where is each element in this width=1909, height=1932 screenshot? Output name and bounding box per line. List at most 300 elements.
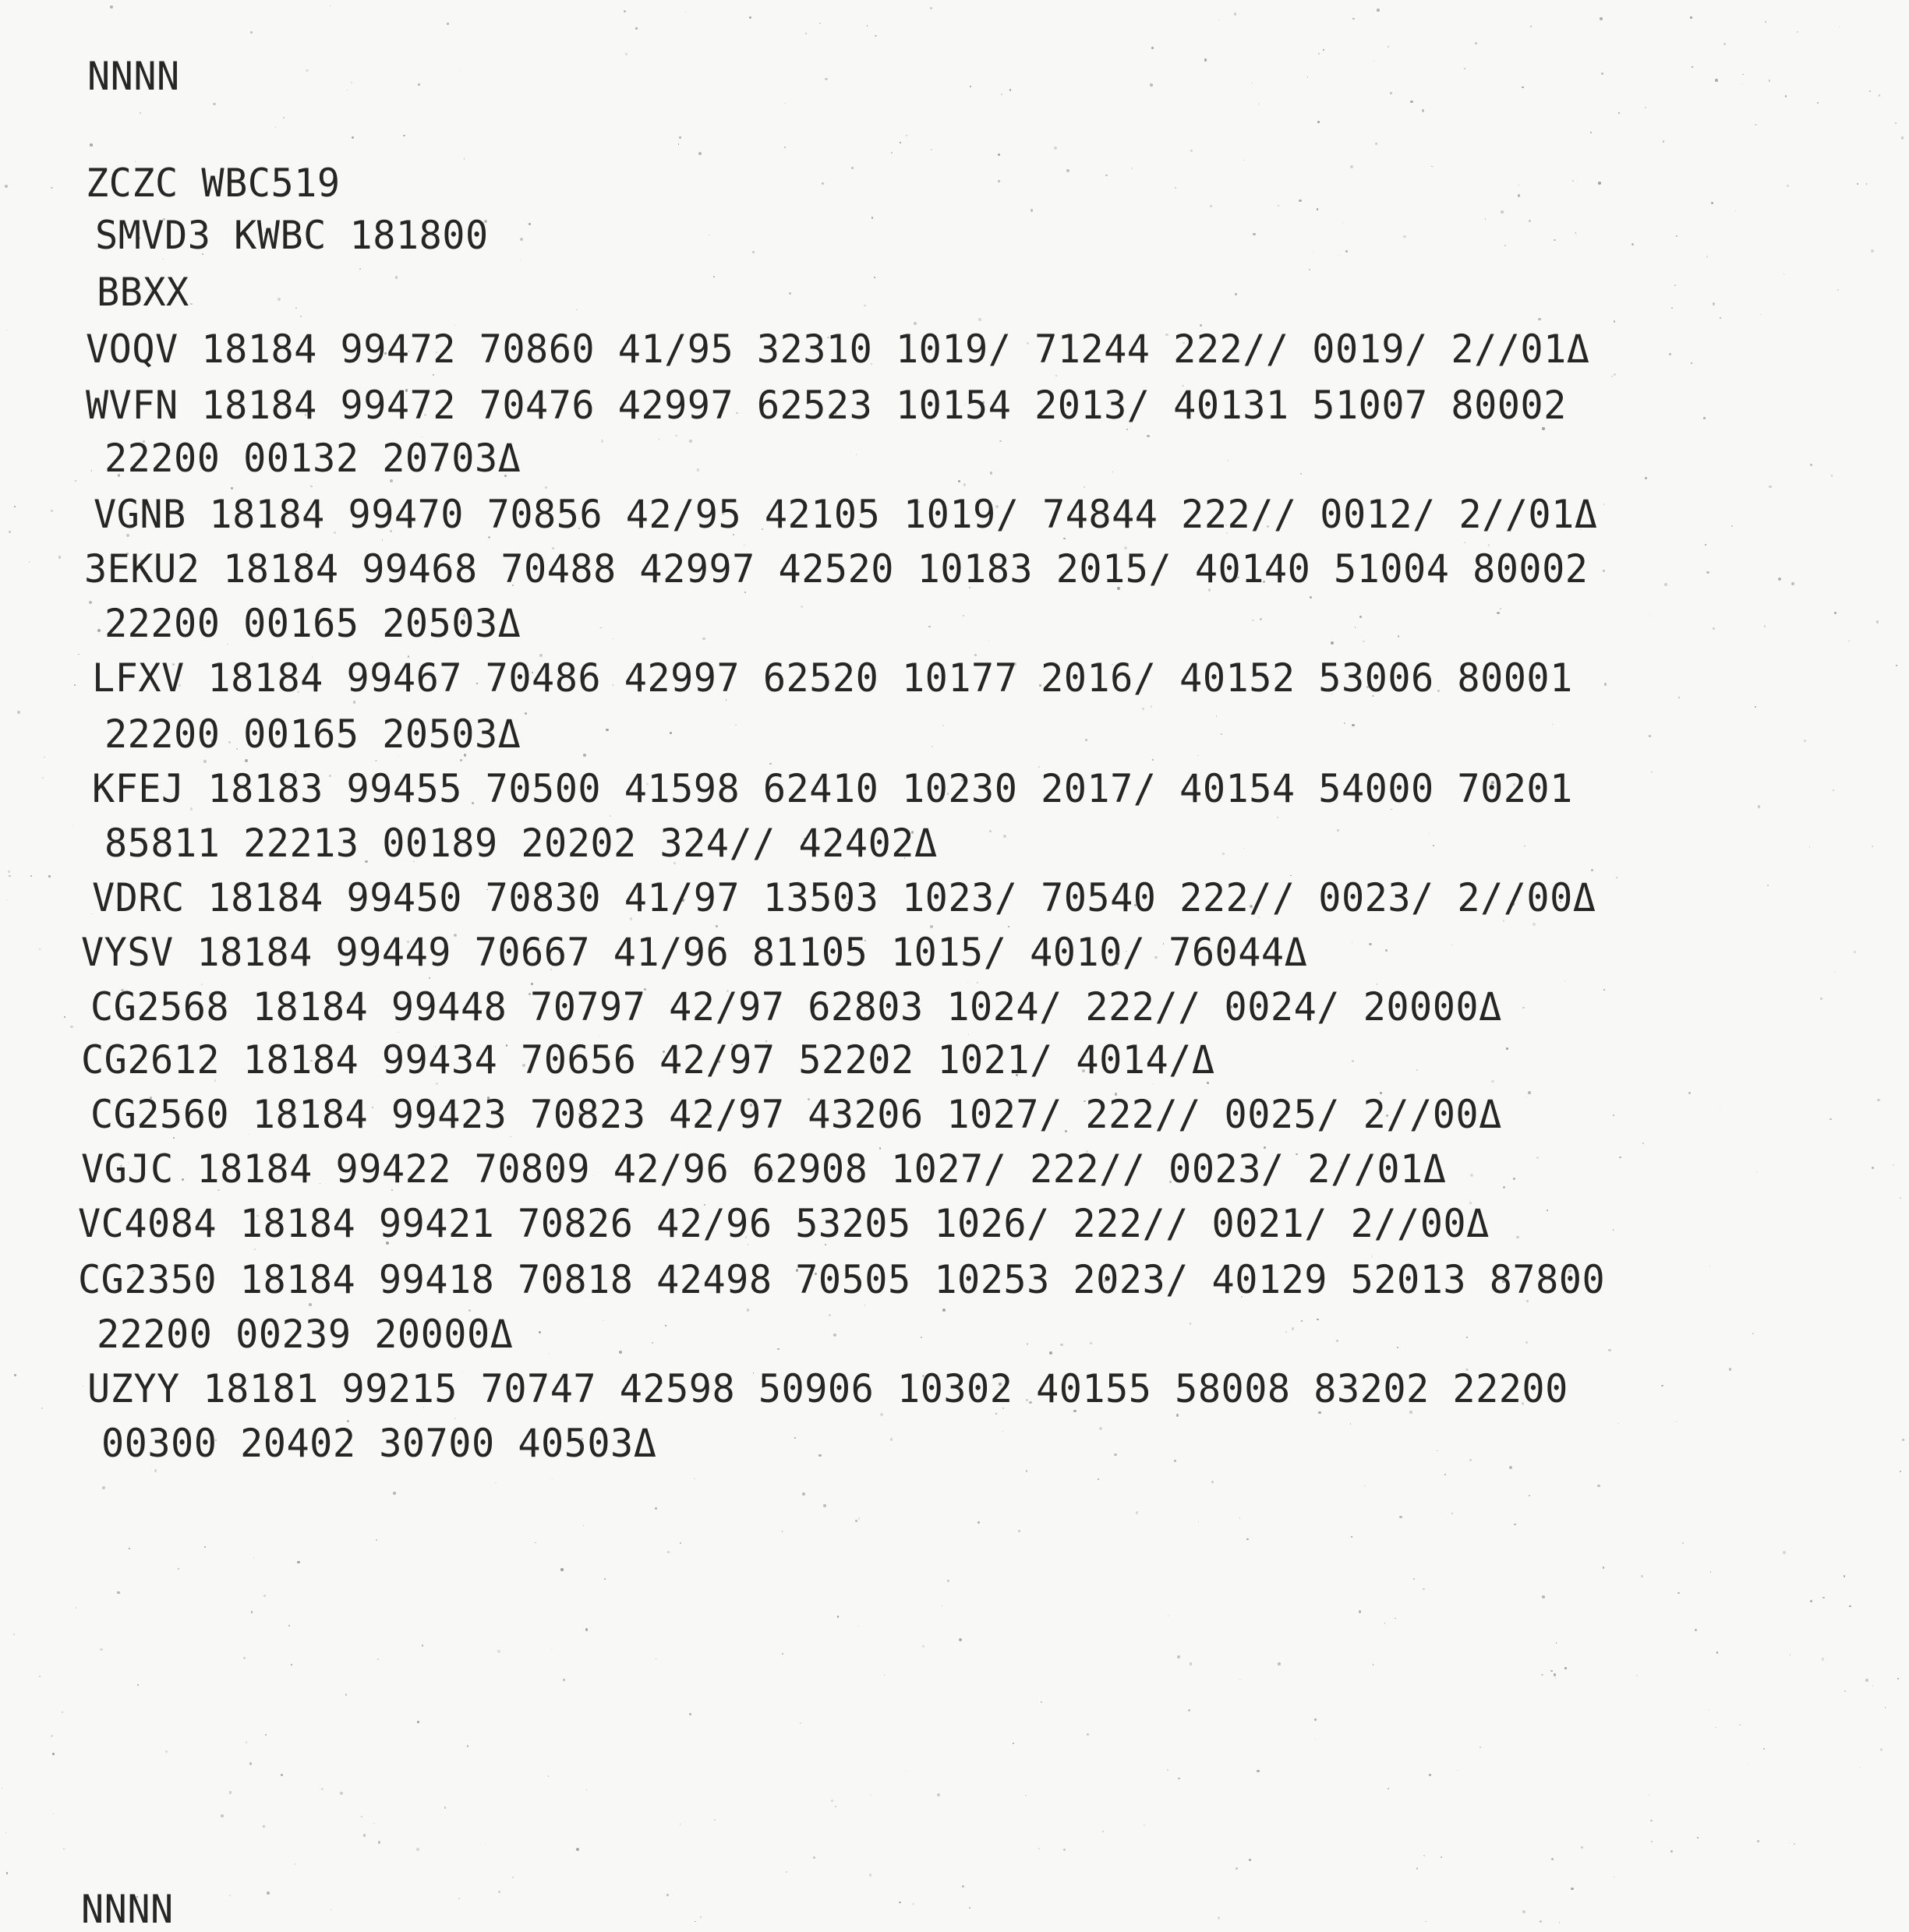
paper-speck <box>890 1438 893 1441</box>
paper-speck <box>1197 755 1199 757</box>
paper-speck <box>1757 1840 1759 1842</box>
paper-speck <box>361 1816 363 1818</box>
paper-speck <box>1755 706 1756 708</box>
paper-speck <box>1865 1679 1868 1682</box>
paper-speck <box>1822 1597 1824 1598</box>
paper-speck <box>1318 53 1320 55</box>
ship-report-line: VDRC 18184 99450 70830 41/97 13503 1023/ 70540 222// 0023/ 2//00Δ <box>92 875 1596 920</box>
paper-speck <box>552 1479 553 1480</box>
paper-speck <box>700 1916 702 1918</box>
paper-speck <box>340 1792 343 1795</box>
paper-speck <box>1236 1867 1238 1870</box>
paper-speck <box>1055 375 1057 376</box>
paper-speck <box>921 1337 922 1338</box>
paper-speck <box>1611 376 1613 377</box>
paper-speck <box>1210 205 1212 207</box>
paper-speck <box>1352 1060 1354 1062</box>
paper-speck <box>1257 1770 1259 1772</box>
paper-speck <box>76 1607 77 1609</box>
paper-speck <box>363 1834 366 1836</box>
paper-speck <box>8 871 10 873</box>
paper-speck <box>784 147 786 148</box>
paper-speck <box>1375 143 1377 145</box>
paper-speck <box>165 1750 168 1753</box>
paper-speck <box>1715 1727 1716 1729</box>
paper-speck <box>1491 1080 1494 1083</box>
paper-speck <box>875 35 876 37</box>
paper-speck <box>243 1657 246 1659</box>
paper-speck <box>1559 1922 1560 1923</box>
paper-speck <box>947 1580 949 1582</box>
paper-speck <box>310 486 312 487</box>
paper-speck <box>1416 1867 1418 1869</box>
paper-speck <box>1729 1368 1732 1371</box>
paper-speck <box>63 1849 65 1850</box>
paper-speck <box>1735 210 1736 211</box>
paper-speck <box>1221 733 1222 735</box>
paper-speck <box>1760 314 1761 315</box>
paper-speck <box>1871 249 1874 253</box>
paper-speck <box>1323 49 1324 51</box>
paper-speck <box>265 1734 267 1736</box>
paper-speck <box>1564 1667 1567 1669</box>
ship-report-line: KFEJ 18183 99455 70500 41598 62410 10230 2017/ 40154 54000 70201 <box>92 766 1573 811</box>
paper-speck <box>1834 972 1836 973</box>
paper-speck <box>90 143 93 147</box>
paper-speck <box>1713 627 1715 630</box>
paper-speck <box>467 1745 468 1747</box>
paper-speck <box>1900 1197 1901 1199</box>
paper-speck <box>1765 21 1766 23</box>
paper-speck <box>1152 759 1154 761</box>
paper-speck <box>1682 1542 1684 1544</box>
paper-speck <box>1175 187 1177 189</box>
paper-speck <box>1529 1495 1530 1496</box>
paper-speck <box>619 1351 622 1354</box>
ship-report-continuation-line: 22200 00165 20503Δ <box>104 601 521 646</box>
paper-speck <box>1464 542 1465 543</box>
paper-speck <box>1676 1421 1677 1422</box>
paper-speck <box>1748 1764 1749 1765</box>
paper-speck <box>1785 95 1787 97</box>
paper-speck <box>670 732 672 734</box>
paper-speck <box>459 70 460 71</box>
paper-speck <box>1363 641 1365 643</box>
paper-speck <box>1833 789 1834 791</box>
paper-speck <box>1485 218 1487 220</box>
paper-speck <box>70 1026 73 1029</box>
paper-speck <box>295 307 297 309</box>
paper-speck <box>819 23 821 24</box>
paper-speck <box>1038 1848 1040 1849</box>
paper-speck <box>1475 42 1477 44</box>
paper-speck <box>345 1694 348 1696</box>
paper-speck <box>1902 1439 1904 1441</box>
paper-speck <box>1218 19 1219 20</box>
paper-speck <box>880 1413 883 1416</box>
paper-speck <box>1866 183 1868 185</box>
paper-speck <box>1525 1341 1528 1344</box>
paper-speck <box>1501 210 1504 214</box>
paper-speck <box>1359 616 1362 618</box>
paper-speck <box>716 925 718 927</box>
paper-speck <box>9 875 10 877</box>
paper-speck <box>75 480 76 482</box>
paper-speck <box>1457 1770 1458 1771</box>
paper-speck <box>42 777 44 779</box>
paper-speck <box>1437 1450 1438 1452</box>
paper-speck <box>1344 722 1345 724</box>
paper-speck <box>100 1648 103 1651</box>
paper-speck <box>58 556 61 558</box>
paper-speck <box>1651 1841 1653 1843</box>
paper-speck <box>930 925 933 928</box>
paper-speck <box>667 1551 669 1552</box>
paper-speck <box>1147 435 1150 438</box>
paper-speck <box>1880 1748 1883 1751</box>
paper-speck <box>913 1903 914 1904</box>
paper-speck <box>52 1753 55 1755</box>
paper-speck <box>1642 1143 1645 1145</box>
paper-speck <box>1614 1877 1615 1878</box>
paper-speck <box>1377 9 1380 12</box>
paper-speck <box>1178 1778 1179 1779</box>
paper-speck <box>89 601 92 604</box>
paper-speck <box>1603 503 1604 504</box>
paper-speck <box>1049 1351 1052 1355</box>
paper-speck <box>752 251 755 253</box>
paper-speck <box>297 1561 299 1563</box>
paper-speck <box>1373 1664 1374 1665</box>
paper-speck <box>1755 124 1756 125</box>
paper-speck <box>1674 284 1676 286</box>
paper-speck <box>747 1309 749 1311</box>
paper-speck <box>1002 1431 1004 1432</box>
paper-speck <box>1713 302 1716 306</box>
paper-speck <box>281 1774 283 1776</box>
paper-speck <box>245 759 248 762</box>
ship-report-line: WVFN 18184 99472 70476 42997 62523 10154 2013/ 40131 51007 80002 <box>86 383 1567 428</box>
paper-speck <box>1541 1674 1543 1676</box>
paper-speck <box>330 5 331 6</box>
paper-speck <box>1198 1521 1199 1522</box>
paper-speck <box>1352 724 1355 727</box>
paper-speck <box>1317 1319 1318 1320</box>
paper-speck <box>1885 1707 1886 1708</box>
paper-speck <box>1529 220 1531 222</box>
paper-speck <box>1778 577 1781 581</box>
paper-speck <box>14 506 16 507</box>
paper-speck <box>1222 853 1225 855</box>
paper-speck <box>1244 160 1245 161</box>
paper-speck <box>1422 109 1425 112</box>
paper-speck <box>1003 835 1006 838</box>
ship-report-line: CG2568 18184 99448 70797 42/97 62803 1024/ 222// 0024/ 20000Δ <box>90 984 1502 1030</box>
header-separator: NNNN <box>87 54 180 99</box>
paper-speck <box>600 627 601 628</box>
paper-speck <box>1876 620 1879 623</box>
paper-speck <box>1613 1229 1614 1230</box>
paper-speck <box>1650 1820 1653 1822</box>
paper-speck <box>1309 269 1310 270</box>
paper-speck <box>1538 318 1540 320</box>
paper-speck <box>969 1907 970 1909</box>
paper-speck <box>829 1314 831 1316</box>
paper-speck <box>498 1891 500 1893</box>
paper-speck <box>213 103 215 105</box>
paper-speck <box>359 268 360 269</box>
paper-speck <box>520 238 523 241</box>
paper-speck <box>867 25 868 26</box>
paper-speck <box>1758 805 1760 807</box>
paper-speck <box>1470 1174 1473 1177</box>
paper-speck <box>1844 1690 1846 1692</box>
paper-speck <box>1551 1858 1554 1860</box>
paper-speck <box>869 1874 872 1877</box>
ship-report-line: VYSV 18184 99449 70667 41/96 81105 1015/ 4010/ 76044Δ <box>81 930 1308 975</box>
paper-speck <box>1260 618 1262 620</box>
paper-speck <box>1506 1047 1508 1050</box>
paper-speck <box>1742 74 1744 76</box>
paper-speck <box>1190 1323 1192 1325</box>
paper-speck <box>1641 1575 1643 1577</box>
paper-speck <box>1688 1092 1691 1094</box>
paper-speck <box>422 1644 424 1647</box>
paper-speck <box>48 875 51 878</box>
paper-speck <box>300 316 302 317</box>
paper-speck <box>1239 1517 1240 1518</box>
paper-speck <box>1869 90 1871 92</box>
paper-speck <box>1590 132 1592 133</box>
paper-speck <box>1581 1846 1583 1849</box>
paper-speck <box>1431 166 1433 168</box>
paper-speck <box>1466 1337 1469 1339</box>
paper-speck <box>1307 76 1309 78</box>
paper-speck <box>1591 869 1593 871</box>
paper-speck <box>1614 373 1616 376</box>
paper-speck <box>802 1492 805 1496</box>
paper-speck <box>963 483 967 486</box>
paper-speck <box>1317 208 1319 210</box>
paper-speck <box>525 712 527 715</box>
paper-speck <box>1027 1343 1028 1344</box>
paper-speck <box>1313 253 1315 254</box>
paper-speck <box>1144 1824 1145 1826</box>
paper-speck <box>1897 1678 1900 1680</box>
paper-speck <box>1783 1551 1786 1554</box>
paper-speck <box>801 606 804 609</box>
paper-speck <box>1063 538 1065 539</box>
paper-speck <box>1716 1651 1718 1653</box>
ship-report-line: CG2612 18184 99434 70656 42/97 52202 1021/ 4014/Δ <box>81 1037 1215 1083</box>
paper-speck <box>666 1894 669 1896</box>
paper-speck <box>702 638 705 641</box>
paper-speck <box>1136 1511 1139 1514</box>
paper-speck <box>551 1648 552 1649</box>
paper-speck <box>376 1539 377 1541</box>
paper-speck <box>1444 1474 1446 1475</box>
paper-speck <box>1314 1739 1315 1740</box>
paper-speck <box>1174 1460 1176 1462</box>
paper-speck <box>665 1325 666 1326</box>
paper-speck <box>1211 1481 1214 1483</box>
paper-speck <box>1234 12 1237 16</box>
paper-speck <box>204 1546 205 1547</box>
paper-speck <box>871 217 873 218</box>
paper-speck <box>782 1531 783 1532</box>
paper-speck <box>1572 180 1574 182</box>
paper-speck <box>1723 43 1727 46</box>
paper-speck <box>968 1034 969 1035</box>
paper-speck <box>1390 92 1392 94</box>
paper-speck <box>129 1548 130 1549</box>
paper-speck <box>1854 951 1856 953</box>
paper-speck <box>851 167 854 169</box>
paper-speck <box>283 117 285 118</box>
paper-speck <box>822 182 824 185</box>
paper-speck <box>942 725 944 726</box>
paper-speck <box>1009 89 1011 90</box>
paper-speck <box>864 305 866 307</box>
paper-speck <box>495 1482 497 1484</box>
paper-speck <box>1041 1701 1042 1703</box>
paper-speck <box>1810 1600 1812 1602</box>
paper-speck <box>1351 1536 1352 1538</box>
ship-report-line: 3EKU2 18184 99468 70488 42997 42520 10183 2015/ 40140 51004 80002 <box>84 546 1589 592</box>
paper-speck <box>6 899 7 900</box>
paper-speck <box>1151 705 1152 707</box>
paper-speck <box>1756 1171 1757 1172</box>
paper-speck <box>250 31 253 34</box>
paper-speck <box>586 1789 587 1790</box>
paper-speck <box>1300 473 1302 475</box>
paper-speck <box>1497 612 1499 614</box>
paper-speck <box>1661 1385 1663 1387</box>
paper-speck <box>685 12 687 13</box>
paper-speck <box>1706 256 1709 258</box>
paper-speck <box>1359 1610 1361 1612</box>
paper-speck <box>1277 817 1278 818</box>
paper-speck <box>1066 169 1069 172</box>
paper-speck <box>140 112 141 114</box>
ship-report-line: CG2350 18184 99418 70818 42498 70505 10253 2023/ 40129 52013 87800 <box>78 1257 1606 1302</box>
paper-speck <box>1645 107 1646 108</box>
paper-speck <box>1837 289 1840 291</box>
paper-speck <box>1425 1921 1426 1922</box>
paper-speck <box>899 1902 901 1904</box>
paper-speck <box>1817 102 1819 104</box>
paper-speck <box>1331 641 1334 645</box>
paper-speck <box>1533 923 1536 926</box>
paper-speck <box>110 5 113 9</box>
paper-speck <box>529 223 531 225</box>
paper-speck <box>460 759 462 761</box>
paper-speck <box>777 1348 780 1351</box>
paper-speck <box>1895 122 1896 123</box>
paper-speck <box>680 1542 681 1544</box>
paper-speck <box>928 626 931 628</box>
paper-speck <box>1503 1186 1505 1189</box>
paper-speck <box>321 1788 323 1790</box>
paper-speck <box>378 1841 381 1844</box>
paper-speck <box>288 1625 290 1626</box>
paper-speck <box>1613 1114 1614 1116</box>
paper-speck <box>1385 949 1388 952</box>
paper-speck <box>585 1628 589 1631</box>
paper-speck <box>1373 60 1374 61</box>
paper-speck <box>1697 1837 1699 1838</box>
paper-speck <box>786 1871 787 1873</box>
paper-speck <box>855 1520 858 1523</box>
paper-speck <box>14 1374 16 1376</box>
paper-speck <box>44 757 45 758</box>
paper-speck <box>1114 1453 1116 1456</box>
paper-speck <box>1664 583 1667 586</box>
paper-speck <box>1090 1342 1092 1344</box>
paper-speck <box>545 486 547 489</box>
paper-speck <box>377 1658 379 1660</box>
paper-speck <box>789 292 792 295</box>
paper-speck <box>229 1895 231 1896</box>
ship-report-line: VGNB 18184 99470 70856 42/95 42105 1019/ 74844 222// 0012/ 2//01Δ <box>94 492 1598 537</box>
paper-speck <box>246 1741 247 1743</box>
paper-speck <box>1810 464 1812 466</box>
paper-speck <box>1764 625 1766 627</box>
paper-speck <box>1711 202 1713 204</box>
paper-speck <box>375 760 377 762</box>
paper-speck <box>1619 1157 1621 1158</box>
paper-speck <box>1384 1623 1386 1624</box>
ship-report-line: LFXV 18184 99467 70486 42997 62520 10177 2016/ 40152 53006 80001 <box>92 655 1573 701</box>
paper-speck <box>1451 1513 1453 1514</box>
paper-speck <box>229 1791 232 1793</box>
paper-speck <box>990 472 993 475</box>
paper-speck <box>1705 544 1706 546</box>
paper-speck <box>351 82 353 84</box>
report-type-line: BBXX <box>97 270 189 315</box>
paper-speck <box>254 1249 256 1250</box>
paper-speck <box>837 1616 840 1618</box>
bulletin-start-line: ZCZC WBC519 <box>86 161 341 206</box>
paper-speck <box>97 629 101 632</box>
paper-speck <box>1604 683 1607 685</box>
paper-speck <box>942 1309 946 1312</box>
paper-speck <box>1285 1331 1287 1333</box>
paper-speck <box>398 1032 399 1033</box>
paper-speck <box>267 1891 270 1895</box>
paper-speck <box>1900 1471 1901 1472</box>
paper-speck <box>30 875 32 877</box>
paper-speck <box>959 1638 962 1641</box>
paper-speck <box>1018 1530 1020 1532</box>
paper-speck <box>1131 168 1133 169</box>
paper-speck <box>418 83 421 87</box>
paper-speck <box>1720 317 1721 319</box>
paper-speck <box>604 1578 606 1580</box>
paper-speck <box>64 1016 65 1018</box>
paper-speck <box>5 185 8 188</box>
paper-speck <box>549 1354 550 1355</box>
paper-speck <box>884 1675 885 1676</box>
paper-speck <box>1839 26 1840 27</box>
paper-speck <box>1794 1843 1795 1845</box>
paper-speck <box>1429 833 1430 835</box>
paper-speck <box>416 1848 419 1851</box>
paper-speck <box>1516 1236 1518 1238</box>
paper-speck <box>1085 739 1087 741</box>
paper-speck <box>512 1877 514 1878</box>
paper-speck <box>1550 1670 1553 1672</box>
